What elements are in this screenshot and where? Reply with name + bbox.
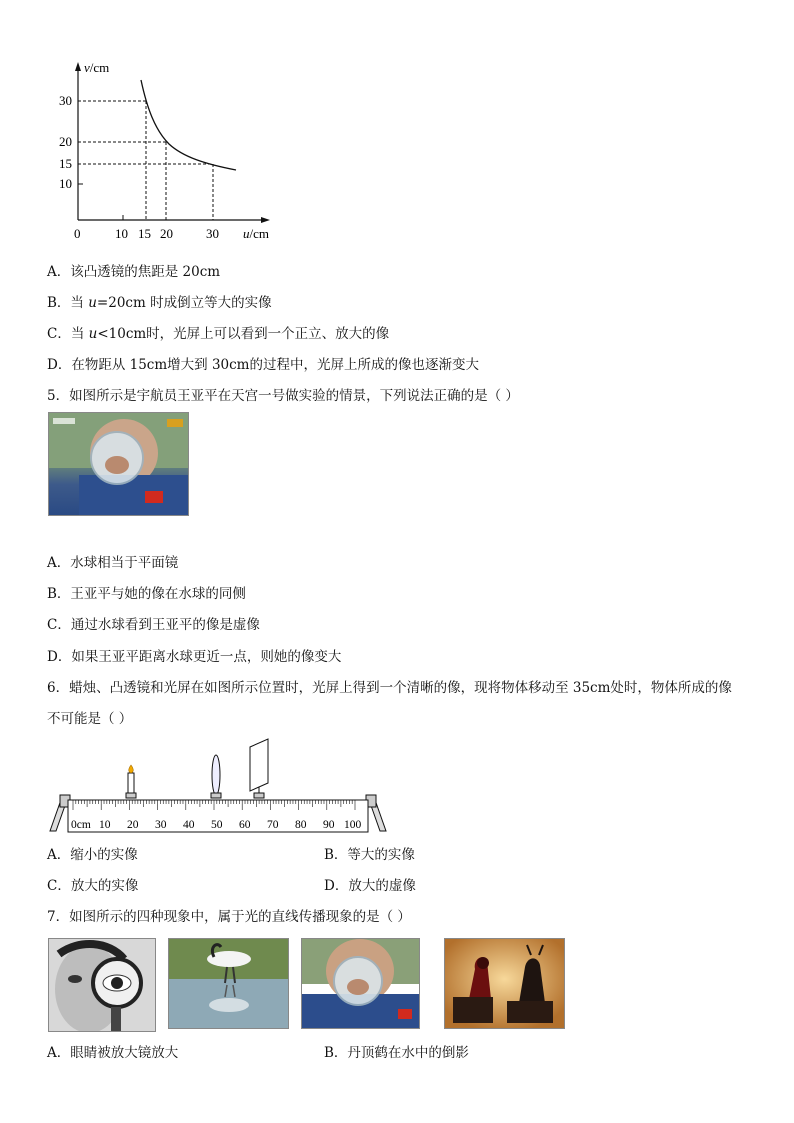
x-axis-label: u/cm xyxy=(243,226,269,241)
q5-option-a: A．水球相当于平面镜 xyxy=(47,555,179,571)
x-tick-label: 15 xyxy=(138,226,151,241)
convex-lens xyxy=(211,755,221,798)
ruler-label: 50 xyxy=(211,819,223,831)
x-tick-label: 20 xyxy=(160,226,173,241)
q5-option-d: D．如果王亚平距离水球更近一点，则她的像变大 xyxy=(47,649,342,665)
q6-option-d: D．放大的虚像 xyxy=(324,878,416,894)
q6-option-c: C．放大的实像 xyxy=(47,878,139,894)
ruler-label: 80 xyxy=(295,819,307,831)
q4-option-b: B．当 u=20cm 时成倒立等大的实像 xyxy=(47,295,272,311)
q7-stem: 7．如图所示的四种现象中，属于光的直线传播现象的是（ ） xyxy=(47,909,411,925)
q6-stem-line1: 6．蜡烛、凸透镜和光屏在如图所示位置时，光屏上得到一个清晰的像，现将物体移动至 35cm处时，物体所成的像 xyxy=(47,680,732,696)
x-axis-arrow xyxy=(261,217,270,223)
ruler-label: 70 xyxy=(267,819,279,831)
x-tick-label: 30 xyxy=(206,226,219,241)
q4-option-d: D．在物距从 15cm增大到 30cm的过程中，光屏上所成的像也逐渐变大 xyxy=(47,357,479,373)
candle xyxy=(126,765,136,798)
optical-bench-diagram xyxy=(48,735,393,835)
light-screen xyxy=(250,739,268,798)
ruler-label: 90 xyxy=(323,819,335,831)
q5-option-c: C．通过水球看到王亚平的像是虚像 xyxy=(47,617,260,633)
ruler-label: 40 xyxy=(183,819,195,831)
ruler-label: 0cm xyxy=(71,819,91,831)
ruler-label: 100 xyxy=(344,819,362,831)
dashed-guides xyxy=(78,101,213,220)
uv-curve xyxy=(141,80,236,170)
q5-option-b: B．王亚平与她的像在水球的同侧 xyxy=(47,586,246,602)
ruler-label: 10 xyxy=(99,819,111,831)
y-axis-label: v/cm xyxy=(84,60,110,75)
shadow-puppet-photo xyxy=(444,938,565,1029)
crane-reflection-photo xyxy=(168,938,289,1029)
q6-option-a: A．缩小的实像 xyxy=(47,847,138,863)
y-tick-label: 15 xyxy=(59,156,72,171)
q4-option-c: C．当 u<10cm时，光屏上可以看到一个正立、放大的像 xyxy=(47,326,390,342)
q7-option-b: B．丹顶鹤在水中的倒影 xyxy=(324,1045,469,1061)
origin-label: 0 xyxy=(74,226,81,241)
y-tick-label: 30 xyxy=(59,93,72,108)
y-tick-label: 10 xyxy=(59,176,72,191)
astronaut-water-ball-photo xyxy=(48,412,189,516)
q7-option-a: A．眼睛被放大镜放大 xyxy=(47,1045,179,1061)
astronaut-water-ball-photo-2 xyxy=(301,938,420,1029)
y-axis-arrow xyxy=(75,62,81,71)
q5-stem: 5．如图所示是宇航员王亚平在天宫一号做实验的情景，下列说法正确的是（ ） xyxy=(47,388,519,404)
ruler-label: 20 xyxy=(127,819,139,831)
x-tick-label: 10 xyxy=(115,226,128,241)
uv-graph xyxy=(55,58,285,248)
magnifier-eye-photo xyxy=(48,938,156,1032)
ruler-label: 60 xyxy=(239,819,251,831)
q6-option-b: B．等大的实像 xyxy=(324,847,415,863)
q6-stem-line2: 不可能是（ ） xyxy=(47,711,133,727)
q4-option-a: A．该凸透镜的焦距是 20cm xyxy=(47,264,221,280)
y-tick-label: 20 xyxy=(59,134,72,149)
ruler-label: 30 xyxy=(155,819,167,831)
